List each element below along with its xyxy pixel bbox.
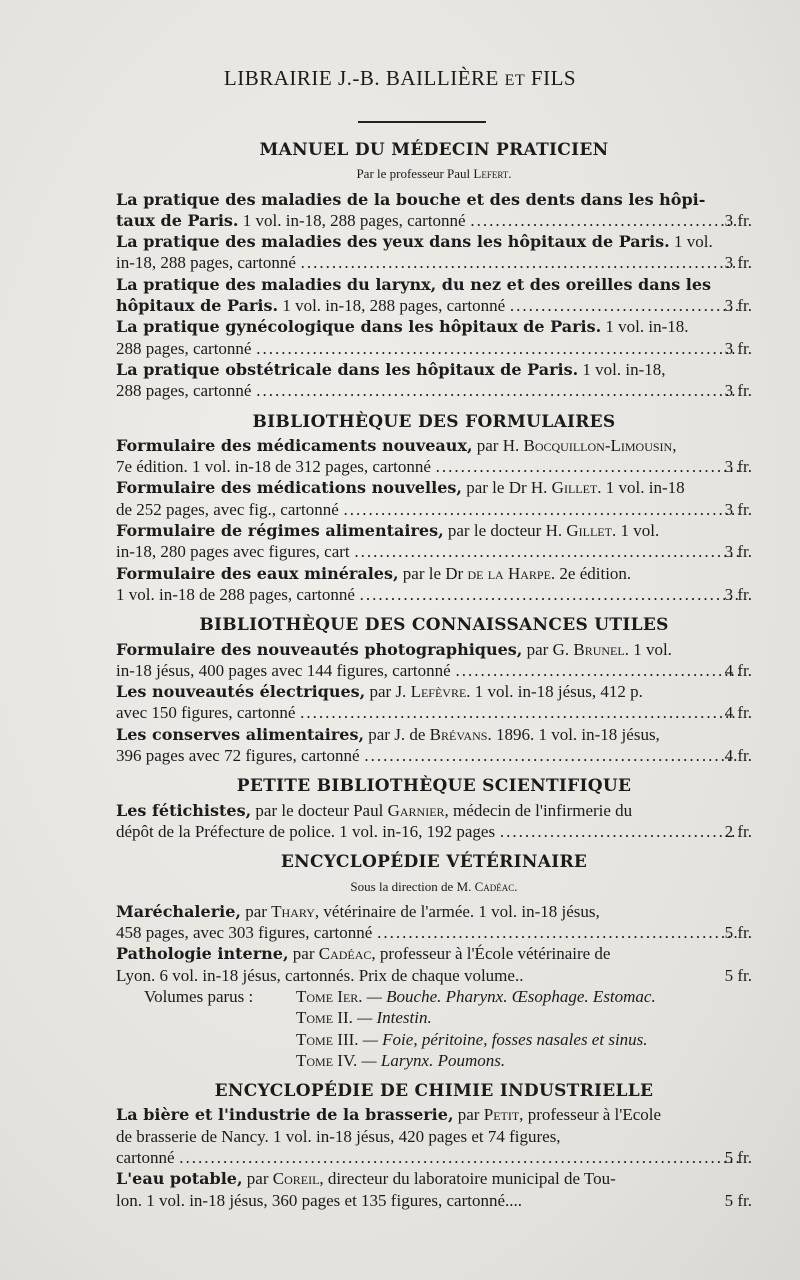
header-rule	[358, 121, 486, 123]
catalogue-entry: Les nouveautés électriques, par J. Lefèvre. 1 vol. in-18 jésus, 412 p. avec 150 figures, cartonné ..... 4 fr.	[116, 681, 752, 724]
catalogue-entry: Formulaire de régimes alimentaires, par le docteur H. Gillet. 1 vol. in-18, 280 pages avec figures, cart ..... 3 fr.	[116, 520, 752, 563]
section-title: ENCYCLOPÉDIE DE CHIMIE INDUSTRIELLE	[214, 1081, 654, 1102]
price: 5 fr.	[724, 1148, 752, 1168]
price: 3 fr.	[724, 457, 752, 477]
catalogue-content	[116, 140, 752, 1211]
price: 3 fr.	[724, 338, 752, 358]
volumes-list	[116, 986, 752, 1071]
header-fils: FILS	[530, 66, 577, 90]
price: 5 fr.	[724, 965, 752, 985]
price: 3 fr.	[724, 542, 752, 562]
catalogue-entry: La pratique des maladies des yeux dans les hôpitaux de Paris. 1 vol. in-18, 288 pages, cartonné ..... 3 fr.	[116, 231, 752, 274]
catalogue-entry: Formulaire des eaux minérales, par le Dr de la Harpe. 2e édition. 1 vol. in-18 de 288 pages, cartonné ..... 3 fr.	[116, 563, 752, 606]
price: 3 fr.	[724, 296, 752, 316]
section-title: BIBLIOTHÈQUE DES FORMULAIRES	[252, 411, 616, 432]
volume-row: Tome II. — Intestin.	[296, 1008, 432, 1028]
catalogue-entry: La pratique gynécologique dans les hôpitaux de Paris. 1 vol. in-18. 288 pages, cartonné ..... 3 fr.	[116, 316, 752, 359]
catalogue-entry: Maréchalerie, par Thary, vétérinaire de l'armée. 1 vol. in-18 jésus, 458 pages, avec 303 figures, cartonné ..... 5 fr.	[116, 901, 752, 944]
section-title: MANUEL DU MÉDECIN PRATICIEN	[259, 140, 609, 160]
section-subtitle: Sous la direction de M. Cadéac.	[350, 878, 518, 894]
header-et: ET	[504, 72, 526, 89]
header-publisher: LIBRAIRIE J.-B. BAILLIÈRE	[223, 66, 499, 90]
price: 4 fr.	[724, 660, 752, 680]
section-subtitle: Par le professeur Paul Lefert.	[356, 166, 512, 182]
catalogue-entry: Formulaire des médications nouvelles, par le Dr H. Gillet. 1 vol. in-18 de 252 pages, avec fig., cartonné ..... 3 fr.	[116, 477, 752, 520]
section-title: PETITE BIBLIOTHÈQUE SCIENTIFIQUE	[236, 776, 632, 797]
catalogue-entry: La pratique obstétricale dans les hôpitaux de Paris. 1 vol. in-18, 288 pages, cartonné ..... 3 fr.	[116, 359, 752, 402]
price: 4 fr.	[724, 703, 752, 723]
price: 3 fr.	[724, 584, 752, 604]
price: 2 fr.	[724, 821, 752, 841]
catalogue-entry: L'eau potable, par Coreil, directeur du laboratoire municipal de Tou- lon. 1 vol. in-18 jésus, 360 pages et 135 figures, cartonné.... 5 fr.	[116, 1169, 752, 1210]
price: 4 fr.	[724, 746, 752, 766]
section-title: BIBLIOTHÈQUE DES CONNAISSANCES UTILES	[199, 615, 669, 636]
price: 3 fr.	[724, 253, 752, 273]
page-header	[0, 66, 800, 91]
volume-row: Tome IV. — Larynx. Poumons.	[296, 1050, 506, 1070]
price: 3 fr.	[724, 499, 752, 519]
price: 5 fr.	[724, 1190, 752, 1210]
section-title: ENCYCLOPÉDIE VÉTÉRINAIRE	[280, 852, 588, 873]
catalogue-entry: Les conserves alimentaires, par J. de Brévans. 1896. 1 vol. in-18 jésus, 396 pages avec 72 figures, cartonné ..... 4 fr.	[116, 724, 752, 767]
volume-row: Volumes parus : Tome Ier. — Bouche. Pharynx. Œsophage. Estomac.	[144, 986, 656, 1006]
catalogue-entry: Formulaire des nouveautés photographiques, par G. Brunel. 1 vol. in-18 jésus, 400 pages avec 144 figures, cartonné ..... 4 fr.	[116, 639, 752, 682]
price: 3 fr.	[724, 210, 752, 230]
catalogue-entry: Formulaire des médicaments nouveaux, par H. Bocquillon-Limousin, 7e édition. 1 vol. in-18 de 312 pages, cartonné ..... 3 fr.	[116, 435, 752, 478]
catalogue-entry: Les fétichistes, par le docteur Paul Garnier, médecin de l'infirmerie du dépôt de la Préfecture de police. 1 vol. in-16, 192 pages ..... 2 fr.	[116, 800, 752, 843]
volume-row: Tome III. — Foie, péritoine, fosses nasales et sinus.	[296, 1029, 648, 1049]
catalogue-entry: La bière et l'industrie de la brasserie, par Petit, professeur à l'Ecole de brasserie de Nancy. 1 vol. in-18 jésus, 420 pages et 74 figures, cartonné ..... 5 fr.	[116, 1104, 752, 1168]
catalogue-entry: La pratique des maladies de la bouche et des dents dans les hôpi- taux de Paris. 1 vol. in-18, 288 pages, cartonné ..... 3 fr.	[116, 189, 752, 232]
price: 5 fr.	[724, 923, 752, 943]
price: 3 fr.	[724, 381, 752, 401]
catalogue-entry: La pratique des maladies du larynx, du nez et des oreilles dans les hôpitaux de Paris. 1 vol. in-18, 288 pages, cartonné ..... 3 fr.	[116, 274, 752, 317]
catalogue-entry: Pathologie interne, par Cadéac, professeur à l'École vétérinaire de Lyon. 6 vol. in-18 jésus, cartonnés. Prix de chaque volume.. 5 fr.	[116, 944, 752, 985]
